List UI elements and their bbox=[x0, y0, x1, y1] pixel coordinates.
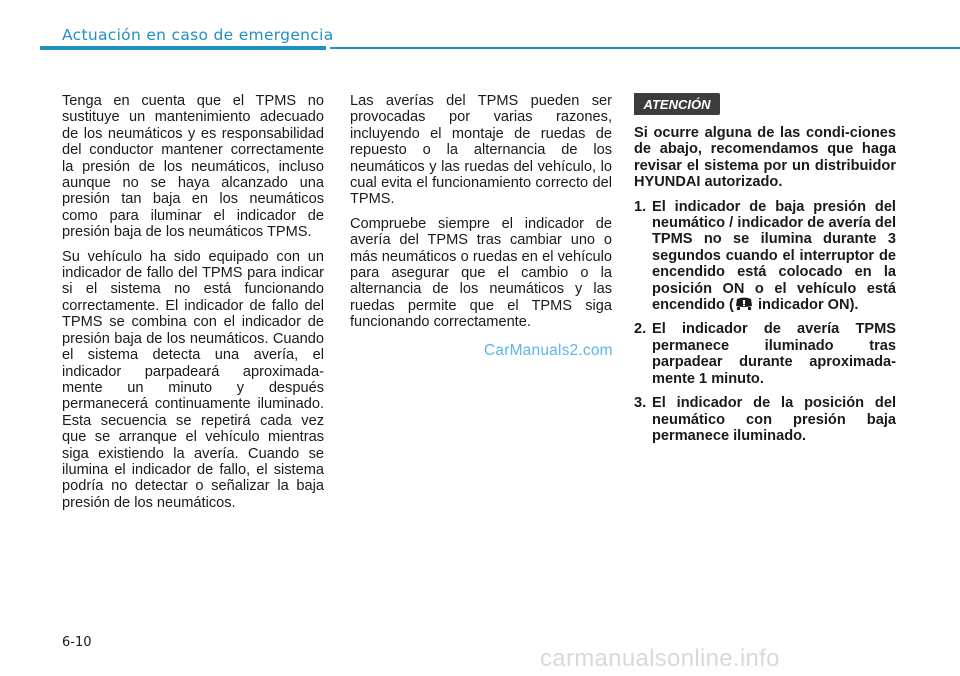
column-middle bbox=[350, 93, 612, 339]
list-number: 1. bbox=[634, 198, 647, 215]
list-text: El indicador de avería TPMS permanece iluminado tras parpadear durante aproximada-mente 1 minuto. bbox=[652, 321, 896, 387]
list-number: 2. bbox=[634, 321, 647, 338]
list-number: 3. bbox=[634, 395, 647, 412]
caution-badge: ATENCIÓN bbox=[634, 93, 720, 115]
list-item bbox=[634, 395, 896, 444]
list-item bbox=[634, 199, 896, 314]
column-left bbox=[62, 93, 324, 519]
watermark-link[interactable]: CarManuals2.com bbox=[484, 342, 613, 359]
list-text-tail: indicador ON). bbox=[753, 297, 859, 314]
paragraph: Su vehículo ha sido equipado con un indicador de fallo del TPMS para indicar si el sistema no está funcionando correctamente. El indicador de fallo del TPMS se combina con el indicador de presión baja de los neumáticos. Cuando el sistema detecta una avería, el indicador parpadeará aproximada-mente un minuto y después permanecerá continuamente iluminado. Esta secuencia se repetirá cada vez que se arranque el vehículo mientras siga existiendo la avería. Cuando se ilumina el indicador de fallo, el sistema podría no detectar o señalizar la baja presión de los neumáticos. bbox=[62, 248, 324, 511]
footer-watermark[interactable]: carmanualsonline.info bbox=[540, 645, 780, 672]
paragraph: Tenga en cuenta que el TPMS no sustituye un mantenimiento adecuado de los neumáticos y es responsabilidad del conductor mantener correctamente la presión de los neumáticos, incluso aunque no se haya alcanzado una presión tan baja en los neumáticos como para iluminar el indicador de presión baja de los neumáticos TPMS. bbox=[62, 93, 324, 241]
list-item bbox=[634, 321, 896, 387]
list-text: El indicador de baja presión del neumático / indicador de avería del TPMS no se ilumina durante 3 segundos cuando el interruptor de encendido está colocado en la posición ON o el vehículo está encendido ( bbox=[652, 198, 896, 314]
paragraph: Compruebe siempre el indicador de avería del TPMS tras cambiar uno o más neumáticos o ruedas en el vehículo para asegurar que el cambio o la alternancia de los neumáticos y las ruedas permite que el TPMS siga funcionando correctamente. bbox=[350, 215, 612, 331]
section-title: Actuación en caso de emergencia bbox=[62, 26, 334, 44]
header-rule bbox=[40, 46, 960, 50]
page-number: 6-10 bbox=[62, 635, 92, 650]
header-rule-thin bbox=[330, 47, 960, 49]
header-rule-thick bbox=[40, 46, 326, 50]
caution-list bbox=[634, 199, 896, 445]
column-right bbox=[634, 125, 896, 452]
list-text: El indicador de la posición del neumático con presión baja permanece iluminado. bbox=[652, 395, 896, 444]
caution-intro: Si ocurre alguna de las condi-ciones de abajo, recomendamos que haga revisar el sistema por un distribuidor HYUNDAI autorizado. bbox=[634, 125, 896, 191]
tpms-warning-icon bbox=[734, 297, 754, 311]
paragraph: Las averías del TPMS pueden ser provocadas por varias razones, incluyendo el montaje de ruedas de repuesto o la alternancia de los neumáticos y las ruedas del vehículo, lo cual evita el funcionamiento correcto del TPMS. bbox=[350, 93, 612, 208]
